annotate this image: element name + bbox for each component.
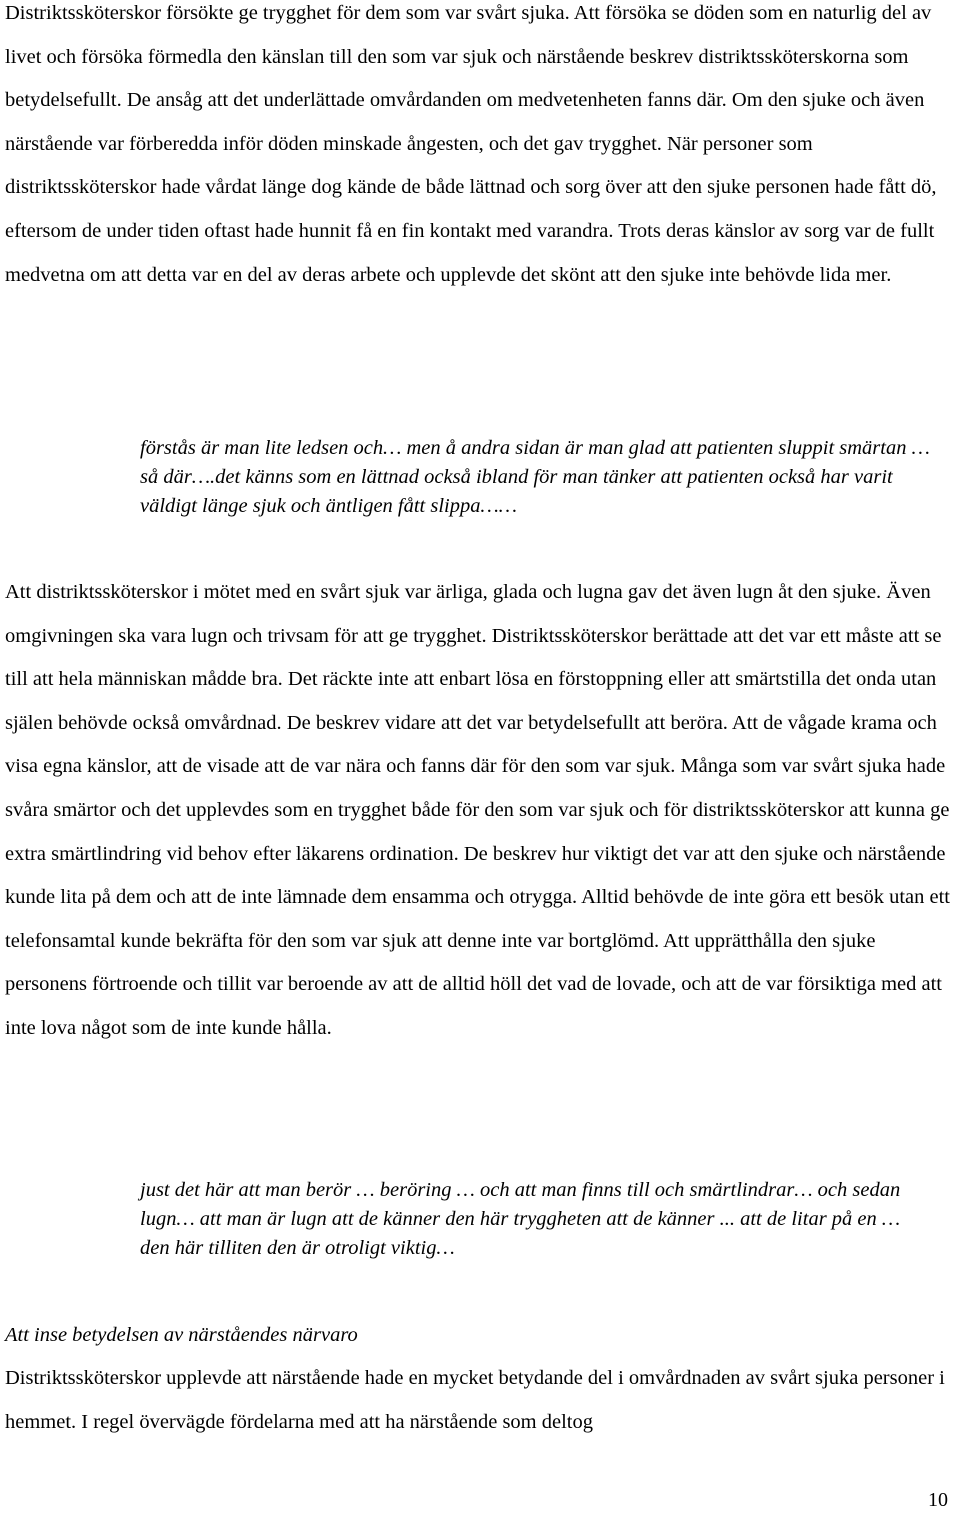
body-paragraph-trygghet: Distriktssköterskor försökte ge trygghet för dem som var svårt sjuka. Att försöka se döden som en naturlig del av livet och försöka förmedla den känslan till den som var sjuk och närstående beskrev distriktssköterskorna som betydelsefullt. De ansåg att det underlättade omvårdanden om medvetenheten fanns där. Om den sjuke och även närstående var förberedda inför döden minskade ångesten, och det gav trygghet. När personer som distriktssköterskor hade vårdat länge dog kände de både lättnad och sorg över att den sjuke personen hade fått dö, eftersom de under tiden oftast hade hunnit få en fin kontakt med varandra. Trots deras känslor av sorg var de fullt medvetna om att detta var en del av deras arbete och upplevde det skönt att den sjuke inte behövde lida mer. <box>5 2 937 286</box>
page-number: 10 <box>928 1489 948 1511</box>
interview-quote-lattnad: förstås är man lite ledsen och… men å andra sidan är man glad att patienten sluppit smärtan … så där….det känns som en lättnad också ibland för man tänker att patienten också har varit väldigt länge sjuk och äntligen fått slippa…… <box>140 437 930 517</box>
body-paragraph-omvardnad: Att distriktssköterskor i mötet med en svårt sjuk var ärliga, glada och lugna gav det även lugn åt den sjuke. Även omgivningen ska vara lugn och trivsam för att ge trygghet. Distriktssköterskor berättade att det var ett måste att se till att hela människan mådde bra. Det räckte inte att enbart lösa en förstoppning eller att smärtstilla det onda utan själen behövde också omvårdnad. De beskrev vidare att det var betydelsefullt att beröra. Att de vågade krama och visa egna känslor, att de visade att de var nära och fanns där för den som var sjuk. Många som var svårt sjuka hade svåra smärtor och det upplevdes som en trygghet både för den som var sjuk och för distriktssköterskor att kunna ge extra smärtlindring vid behov efter läkarens ordination. De beskrev hur viktigt det var att den sjuke och närstående kunde lita på dem och att de inte lämnade dem ensamma och otrygga. Alltid behövde de inte göra ett besök utan ett telefonsamtal kunde bekräfta för den som var sjuk att denne inte var bortglömd. Att upprätthålla den sjuke personens förtroende och tillit var beroende av att de alltid höll det vad de lovade, och att de var försiktiga med att inte lova något som de inte kunde hålla. <box>5 581 950 1039</box>
body-paragraph-narstaende: Distriktssköterskor upplevde att närstående hade en mycket betydande del i omvårdnaden av svårt sjuka personer i hemmet. I regel övervägde fördelarna med att ha närstående som deltog <box>5 1367 945 1433</box>
section-subheading: Att inse betydelsen av närståendes närvaro <box>5 1324 358 1346</box>
interview-quote-beroring: just det här att man berör … beröring … och att man finns till och smärtlindrar… och sedan lugn… att man är lugn att de känner den här tryggheten att de känner ... att de litar på en … den här tilliten den är otroligt viktig… <box>140 1179 901 1259</box>
